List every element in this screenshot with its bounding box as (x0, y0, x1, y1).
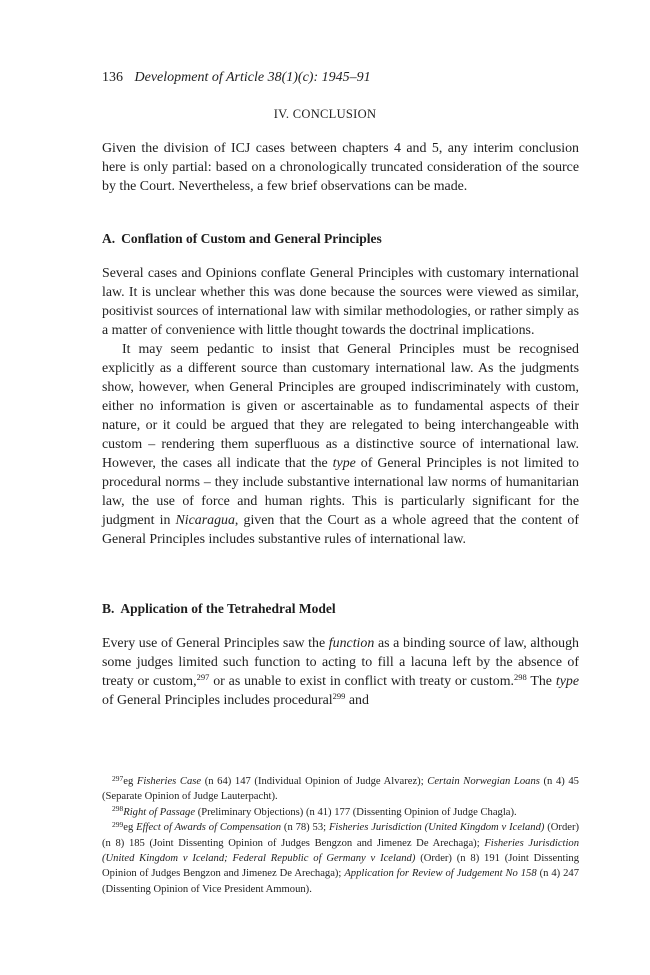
subsection-b-body (102, 634, 579, 710)
footnote-ref-298[interactable]: 298 (513, 672, 527, 682)
subsection-a-paragraph-2: It may seem pedantic to insist that General Principles must be recognised explicitly as a different source than customary international law. As the judgments show, however, when General Principles are grouped indiscriminately with custom, either no information is given or ascertainable as to fundamental aspects of their nature, or it could be argued that they are relegated to being interchangeable with custom – rendering them superfluous as a distinctive source of international law. However, the cases all indicate that the type of General Principles is not limited to procedural norms – they include substantive international law norms of humanitarian law, the use of force and human rights. This is particularly significant for the judgment in Nicaragua, given that the Court as a whole agreed that the content of General Principles includes substantive rules of international law. (102, 342, 579, 547)
footnotes (102, 774, 579, 897)
intro-paragraph: Given the division of ICJ cases between chapters 4 and 5, any interim conclusion here is only partial: based on a chronologically truncated consideration of the source by the Court. Nevertheless, a few brief observations can be made. (102, 141, 579, 194)
section-heading: IV. CONCLUSION (273, 107, 377, 121)
footnote-299: $^{299}$eg Effect of Awards of Compensation (n 78) 53; Fisheries Jurisdiction (United Kingdom v Iceland) (Order) (n 8) 185 (Joint Dissenting Opinion of Judges Bengzon and Jimenez De Arechaga); Fisheries Jurisdiction (United Kingdom v Iceland; Federal Republic of Germany v Iceland) (Order) (n 8) 191 (Joint Dissenting Opinion of Judges Bengzon and Jimenez De Arechaga); Application for Review of Judgement No 158 (n 4) 247 (Dissenting Opinion of Vice President Ammoun). (102, 819, 580, 895)
subsection-b-title: Application of the Tetrahedral Model (120, 601, 336, 616)
footnote-ref-299[interactable]: 299 (332, 691, 346, 701)
subsection-a-paragraph-1: Several cases and Opinions conflate General Principles with customary international law. It is unclear whether this was done because the sources were viewed as similar, positivist sources of international law with similar methodologies, or rather simply as a matter of convenience with little thought towards the doctrinal implications. (102, 266, 579, 338)
subsection-a-heading (102, 230, 579, 248)
subsection-a-letter: A. (102, 231, 116, 246)
running-header (102, 69, 371, 87)
subsection-a-body (102, 264, 579, 549)
subsection-b-letter: B. (102, 601, 115, 616)
subsection-a-title: Conflation of Custom and General Principles (121, 231, 382, 246)
subsection-b-paragraph-1: Every use of General Principles saw the function as a binding source of law, although some judges limited such function to acting to fill a lacuna left by the absence of treaty or custom,$^{297}$ or as unable to exist in conflict with treaty or custom.$^{298}$ The type of General Principles includes procedural$^{299}$ and (102, 636, 579, 708)
footnote-ref-297[interactable]: 297 (196, 672, 210, 682)
running-title: Development of Article 38(1)(c): 1945–91 (134, 70, 371, 85)
page-number: 136 (102, 70, 123, 85)
footnote-297: $^{297}$eg Fisheries Case (n 64) 147 (Individual Opinion of Judge Alvarez); Certain Norwegian Loans (n 4) 45 (Separate Opinion of Judge Lauterpacht). (102, 773, 579, 803)
subsection-b-heading (102, 600, 579, 618)
footnote-298: $^{298}$Right of Passage (Preliminary Objections) (n 41) 177 (Dissenting Opinion of Judge Chagla). (112, 804, 517, 818)
